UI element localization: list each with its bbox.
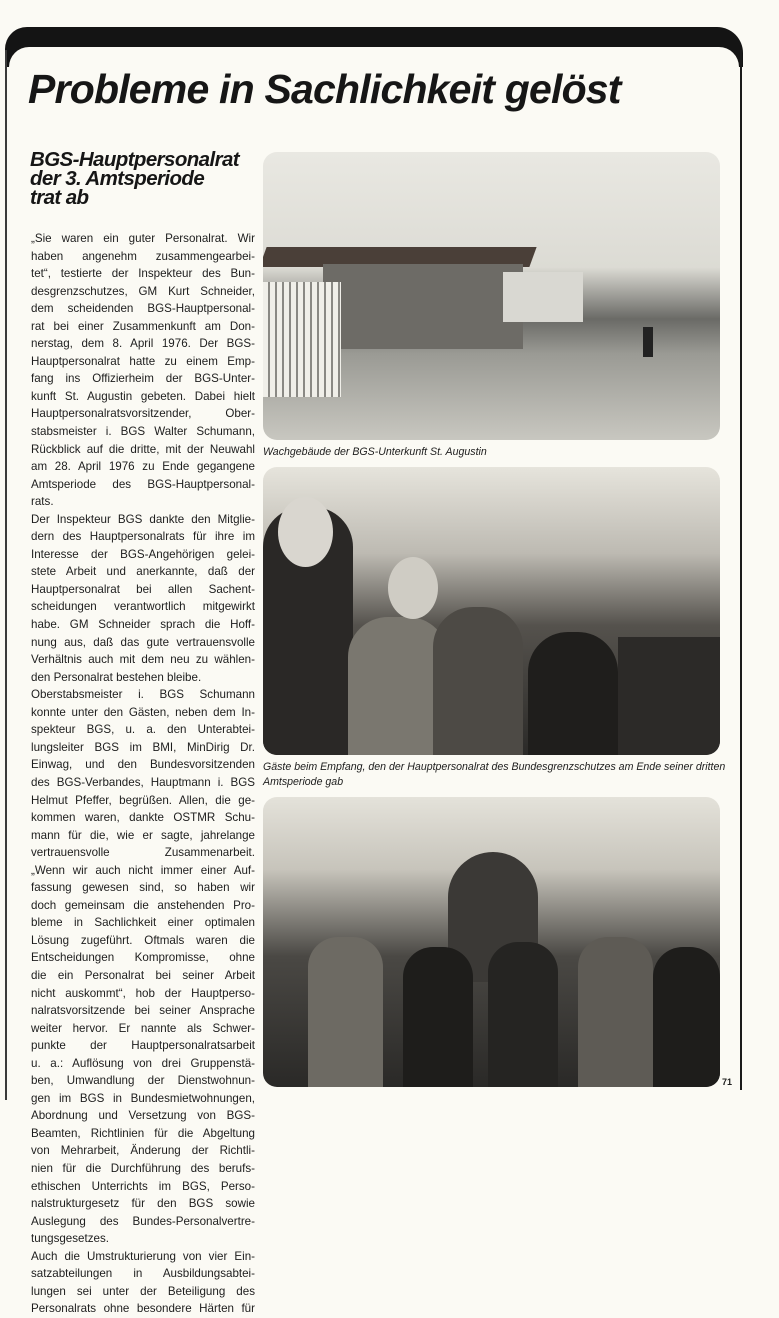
houses [503,272,583,322]
text-line: dem scheidenden BGS-Hauptpersonal- [31,302,255,316]
photo-caption: Wachgebäude der BGS-Unterkunft St. Augustin [263,446,487,458]
text-line: desgrenzschutzes, GM Kurt Schneider, [31,284,255,298]
text-line: rat bei einer Zusammenkunft am Don- [31,319,255,333]
text-line: mann für die, wie er sagte, jahrelange [31,828,255,842]
text-line: spekteur BGS, u. a. den Unterabtei- [31,723,255,737]
text-line: tungsgesetzes. [31,1232,109,1246]
person [653,947,720,1087]
text-line: Einwag, und den Bundesvorsitzenden [31,758,255,772]
text-line: nung aus, daß das gute vertrauensvolle [31,635,255,649]
text-line: fassung gewesen sind, so haben wir [31,881,255,895]
person [488,942,558,1087]
text-line: die ein Personalrat bei seiner Arbeit [31,968,255,982]
text-line: Helmut Pfeffer, begrüßen. Allen, die ge- [31,793,255,807]
text-line: scheidungen verantwortlich mitgewirkt [31,600,255,614]
text-line: Interesse der BGS-Angehörigen gelei- [31,547,255,561]
photo-guests [263,797,720,1087]
guests [618,637,720,755]
text-line: „Sie waren ein guter Personalrat. Wir [31,232,255,245]
text-line: Auslegung des Bundes-Personalvertre- [31,1214,255,1228]
text-line: am 28. April 1976 zu Ende gegangene [31,460,255,474]
person [578,937,653,1087]
text-line: Der Inspekteur BGS dankte den Mitglie- [31,512,255,526]
text-line: nalstrukturgesetz für den BGS sowie [31,1197,255,1211]
text-line: stabsmeister i. BGS Walter Schumann, [31,425,255,439]
text-line: des BGS-Verbandes, Hauptmann i. BGS [31,775,255,789]
text-line: Hauptpersonalrat hatte zu einem Emp- [31,354,255,368]
text-line: den Personalrat bestehen bleibe. [31,670,202,684]
text-line: haben angenehm zusammengearbei- [31,249,255,263]
photo-guardhouse [263,152,720,440]
face [278,497,333,567]
text-line: Amtsperiode des BGS-Hauptpersonal- [31,477,255,491]
text-line: lungen sei unter der Beteiligung des [31,1284,255,1298]
text-line: Beamten, Richtlinien für die Abgeltung [31,1126,255,1140]
subheading-line: trat ab [30,186,89,209]
guard [643,327,653,357]
photo-caption: Gäste beim Empfang, den der Hauptpersonalrat des Bundesgrenzschutzes am Ende seiner dritten Amtsperiode gab [263,761,726,788]
photo-reception [263,467,720,755]
text-line: lungsleiter BGS im BMI, MinDirig Dr. [31,740,255,754]
text-line: Rückblick auf die dritte, mit der Neuwahl [31,442,255,456]
person [308,937,383,1087]
text-line: dern des Hauptpersonalrats für ihre im [31,530,255,544]
frame-border-left [5,50,7,1100]
paragraph [31,686,255,1248]
page-number: 71 [722,1077,733,1087]
text-line: rats. [31,495,54,509]
text-line: Hauptpersonalrat bei allen Sachent- [31,582,255,596]
paragraph [31,1248,255,1318]
text-line: nien für die Durchführung des berufs- [31,1161,255,1175]
person [528,632,618,755]
person [433,607,523,755]
gate [263,282,341,397]
text-line: Lösung zugeführt. Oftmals waren die [31,933,255,947]
text-line: Hauptpersonalratsvorsitzender, Ober- [31,407,255,421]
text-line: tet“, testierte der Inspekteur des Bun- [31,267,255,281]
text-line: doch gemeinsam die anstehenden Pro- [31,898,255,912]
building [323,264,523,349]
text-line: Entscheidungen Kompromisse, ohne [31,951,255,965]
text-line: von Mehrarbeit, Änderung der Richtli- [31,1144,255,1158]
article-body [31,230,255,1318]
text-line: Oberstabsmeister i. BGS Schumann [31,688,255,702]
text-line: vertrauensvolle Zusammenarbeit. [31,846,255,860]
text-line: Abordnung und Versetzung von BGS- [31,1109,255,1123]
text-line: kommen waren, dankte OSTMR Schu- [31,811,255,825]
text-line: ethischen Unterrichts im BGS, Perso- [31,1179,255,1193]
text-line: ben, Umwandlung der Dienstwohnun- [31,1074,255,1088]
text-line: nalratsvorsitzende bei seiner Ansprache [31,1004,255,1018]
text-line: fang ins Offizierheim der BGS-Unter- [31,372,255,386]
subheading-line: der 3. Amtsperiode [30,167,205,190]
text-line: weiter hervor. Er nannte als Schwer- [31,1021,255,1035]
text-line: bleme in Sachlichkeit einer optimalen [31,916,255,930]
text-line: stete Arbeit und anerkannte, daß der [31,565,255,579]
text-line: habe. GM Schneider sprach die Hoff- [31,618,255,632]
text-line: konnte unter den Gästen, neben dem In- [31,705,255,719]
person [403,947,473,1087]
text-line: nicht auskommt“, hob der Hauptperso- [31,986,255,1000]
article-subheading [30,150,260,207]
text-line: nerstag, dem 8. April 1976. Der BGS- [31,337,255,351]
text-line: satzabteilungen in Ausbildungsabtei- [31,1267,255,1281]
paragraph [31,230,255,511]
text-line: kunft St. Augustin gebeten. Dabei hielt [31,389,255,403]
text-line: gen im BGS in Bundesmietwohnungen, [31,1091,255,1105]
text-line: punkte der Hauptpersonalratsarbeit [31,1039,255,1053]
face [388,557,438,619]
text-line: u. a.: Auflösung von drei Gruppenstä- [31,1056,255,1070]
text-line: Verhältnis auch mit dem neu zu wählen- [31,653,255,667]
text-line: Personalrats ohne besondere Härten für [31,1302,255,1316]
text-line: Auch die Umstrukturierung von vier Ein- [31,1249,255,1263]
frame-border-right [740,50,742,1090]
subheading-line: BGS-Hauptpersonalrat [30,148,239,171]
text-line: „Wenn wir auch nicht immer einer Auf- [31,863,255,877]
article-title: Probleme in Sachlichkeit gelöst [28,66,621,112]
paragraph [31,511,255,686]
